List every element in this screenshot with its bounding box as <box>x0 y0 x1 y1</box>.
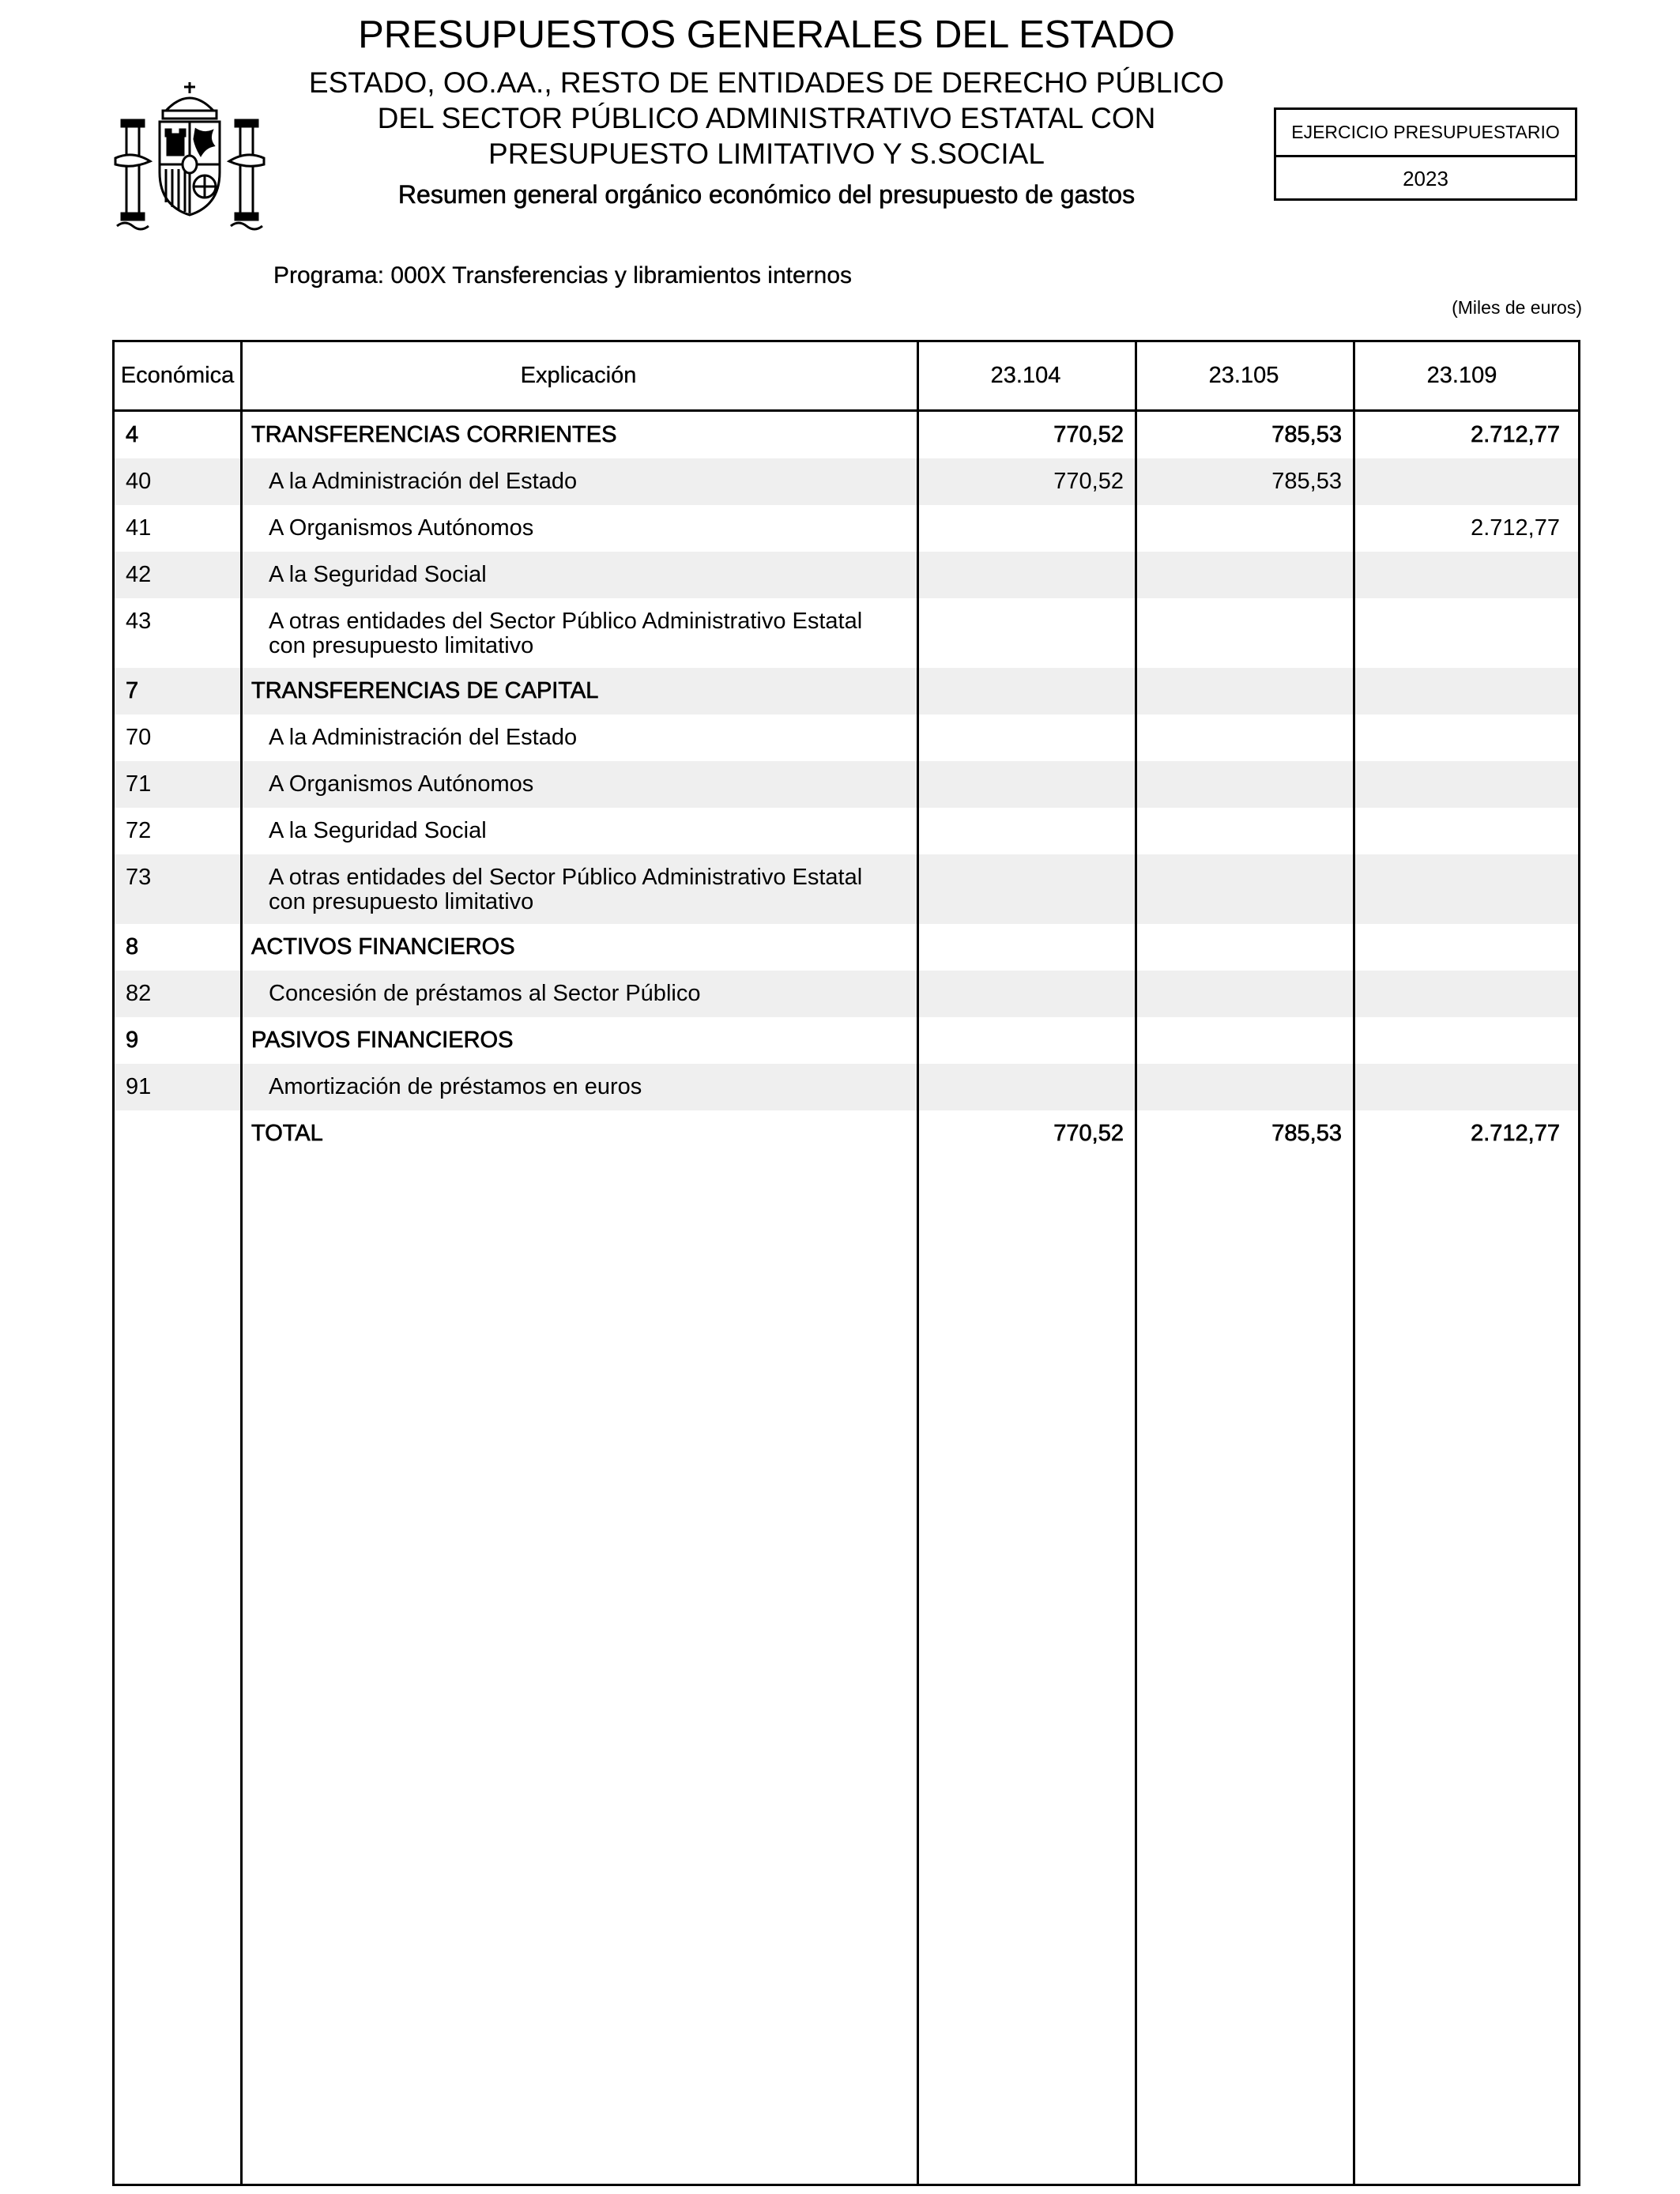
amount-cell <box>917 924 1135 971</box>
economic-code: 8 <box>126 934 139 959</box>
coat-of-arms-icon <box>111 79 269 237</box>
explanation-cell <box>240 412 917 458</box>
amount-cell <box>1135 971 1353 1017</box>
amount-cell <box>917 714 1135 761</box>
amount-cell <box>1353 854 1571 924</box>
explanation-cell <box>240 808 917 854</box>
economic-code: 72 <box>126 818 152 843</box>
amount-cell <box>1353 598 1571 668</box>
amount-cell <box>1135 505 1353 552</box>
amount-cell: 785,53 <box>1271 469 1342 494</box>
explanation-text: A la Seguridad Social <box>269 562 487 587</box>
summary-title: Resumen general orgánico económico del presupuesto de gastos <box>397 180 1136 209</box>
table-row <box>115 808 1578 854</box>
amount-cell <box>1353 668 1571 714</box>
budget-year-value: 2023 <box>1403 167 1448 190</box>
table-row <box>115 1017 1578 1064</box>
amount-cell <box>1353 971 1571 1017</box>
amount-cell <box>1353 458 1571 505</box>
subtitle-line: PRESUPUESTO LIMITATIVO Y S.SOCIAL <box>488 138 1045 170</box>
column-header-explanation: Explicación <box>520 363 637 388</box>
explanation-cell <box>240 1064 917 1110</box>
explanation-cell <box>240 598 917 668</box>
amount-cell <box>917 971 1135 1017</box>
amount-cell <box>917 598 1135 668</box>
amount-cell: 2.712,77 <box>1471 1121 1560 1146</box>
amount-cell <box>1353 808 1571 854</box>
explanation-text: PASIVOS FINANCIEROS <box>251 1027 514 1053</box>
amount-cell: 2.712,77 <box>1471 422 1560 447</box>
table-row <box>115 924 1578 971</box>
table-row <box>115 668 1578 714</box>
amount-cell <box>917 808 1135 854</box>
economic-code: 41 <box>126 515 152 541</box>
economic-code: 73 <box>126 865 152 890</box>
economic-code: 4 <box>126 422 139 447</box>
table-total-row <box>115 1110 1578 1157</box>
table-row <box>115 458 1578 505</box>
economic-code <box>115 1110 240 1157</box>
explanation-cell <box>240 761 917 808</box>
explanation-text: A Organismos Autónomos <box>269 771 534 797</box>
amount-cell <box>917 761 1135 808</box>
table-row <box>115 552 1578 598</box>
table-row <box>115 761 1578 808</box>
amount-cell <box>1135 1064 1353 1110</box>
explanation-cell <box>240 971 917 1017</box>
amount-cell <box>1135 714 1353 761</box>
column-divider <box>917 342 919 2184</box>
economic-code: 9 <box>126 1027 139 1053</box>
budget-year-box <box>1274 107 1577 201</box>
economic-code: 82 <box>126 981 152 1006</box>
table-row <box>115 598 1578 668</box>
explanation-cell <box>240 1110 917 1157</box>
amount-cell <box>1135 668 1353 714</box>
column-header-23109: 23.109 <box>1426 363 1497 388</box>
amount-cell: 2.712,77 <box>1471 515 1560 541</box>
table-row <box>115 1064 1578 1110</box>
economic-code: 71 <box>126 771 152 797</box>
amount-cell <box>917 854 1135 924</box>
column-divider <box>240 342 243 2184</box>
explanation-cell <box>240 458 917 505</box>
program-label: Programa: 000X Transferencias y libramientos internos <box>273 262 853 288</box>
column-divider <box>1135 342 1137 2184</box>
amount-cell <box>1135 854 1353 924</box>
amount-cell: 785,53 <box>1271 422 1342 447</box>
explanation-cell <box>240 924 917 971</box>
amount-cell <box>1353 761 1571 808</box>
explanation-text: A Organismos Autónomos <box>269 515 534 541</box>
table-row <box>115 412 1578 458</box>
explanation-cell <box>240 1017 917 1064</box>
economic-code: 70 <box>126 725 152 750</box>
table-body <box>115 412 1578 1157</box>
amount-cell <box>1135 552 1353 598</box>
economic-code: 42 <box>126 562 152 587</box>
amount-cell <box>1353 552 1571 598</box>
explanation-text-continued: con presupuesto limitativo <box>269 633 534 658</box>
amount-cell <box>1135 808 1353 854</box>
amount-cell <box>917 552 1135 598</box>
explanation-text: Concesión de préstamos al Sector Público <box>269 981 701 1006</box>
economic-code: 91 <box>126 1074 152 1099</box>
amount-cell <box>917 668 1135 714</box>
amount-cell <box>1353 714 1571 761</box>
amount-cell <box>1135 598 1353 668</box>
budget-table <box>112 340 1580 2186</box>
explanation-text: A otras entidades del Sector Público Administrativo Estatal <box>269 865 863 890</box>
economic-code: 43 <box>126 609 152 634</box>
amount-cell <box>917 505 1135 552</box>
explanation-text: A la Seguridad Social <box>269 818 487 843</box>
explanation-cell <box>240 505 917 552</box>
explanation-text: Amortización de préstamos en euros <box>269 1074 642 1099</box>
amount-cell <box>1135 924 1353 971</box>
explanation-text-continued: con presupuesto limitativo <box>269 889 534 914</box>
explanation-text: A la Administración del Estado <box>269 725 578 750</box>
explanation-text: A otras entidades del Sector Público Administrativo Estatal <box>269 609 863 634</box>
economic-code: 40 <box>126 469 152 494</box>
column-header-economic: Económica <box>120 363 235 388</box>
amount-cell <box>1353 1064 1571 1110</box>
table-row <box>115 971 1578 1017</box>
amount-cell: 770,52 <box>1053 469 1124 494</box>
amount-cell: 770,52 <box>1053 1121 1124 1146</box>
table-row <box>115 854 1578 924</box>
subtitle-line: ESTADO, OO.AA., RESTO DE ENTIDADES DE DERECHO PÚBLICO <box>308 66 1225 99</box>
explanation-text: TOTAL <box>251 1121 323 1146</box>
budget-year-label: EJERCICIO PRESUPUESTARIO <box>1276 110 1575 157</box>
table-row <box>115 505 1578 552</box>
table-row <box>115 714 1578 761</box>
amount-cell: 785,53 <box>1271 1121 1342 1146</box>
amount-cell <box>917 1017 1135 1064</box>
units-label: (Miles de euros) <box>1452 297 1582 318</box>
amount-cell <box>1353 924 1571 971</box>
economic-code: 7 <box>126 678 139 703</box>
table-header <box>115 342 1578 409</box>
page-title: PRESUPUESTOS GENERALES DEL ESTADO <box>358 13 1175 56</box>
subtitle-line: DEL SECTOR PÚBLICO ADMINISTRATIVO ESTATAL CON <box>377 102 1156 134</box>
explanation-text: TRANSFERENCIAS CORRIENTES <box>251 422 617 447</box>
explanation-text: TRANSFERENCIAS DE CAPITAL <box>251 678 599 703</box>
explanation-text: A la Administración del Estado <box>269 469 578 494</box>
amount-cell <box>917 1064 1135 1110</box>
explanation-cell <box>240 668 917 714</box>
explanation-cell <box>240 714 917 761</box>
amount-cell: 770,52 <box>1053 422 1124 447</box>
explanation-cell <box>240 854 917 924</box>
amount-cell <box>1135 761 1353 808</box>
amount-cell <box>1135 1017 1353 1064</box>
explanation-text: ACTIVOS FINANCIEROS <box>251 934 515 959</box>
column-header-23104: 23.104 <box>990 363 1061 388</box>
explanation-cell <box>240 552 917 598</box>
column-divider <box>1353 342 1355 2184</box>
page-subtitle <box>229 65 1304 172</box>
column-header-23105: 23.105 <box>1208 363 1279 388</box>
amount-cell <box>1353 1017 1571 1064</box>
